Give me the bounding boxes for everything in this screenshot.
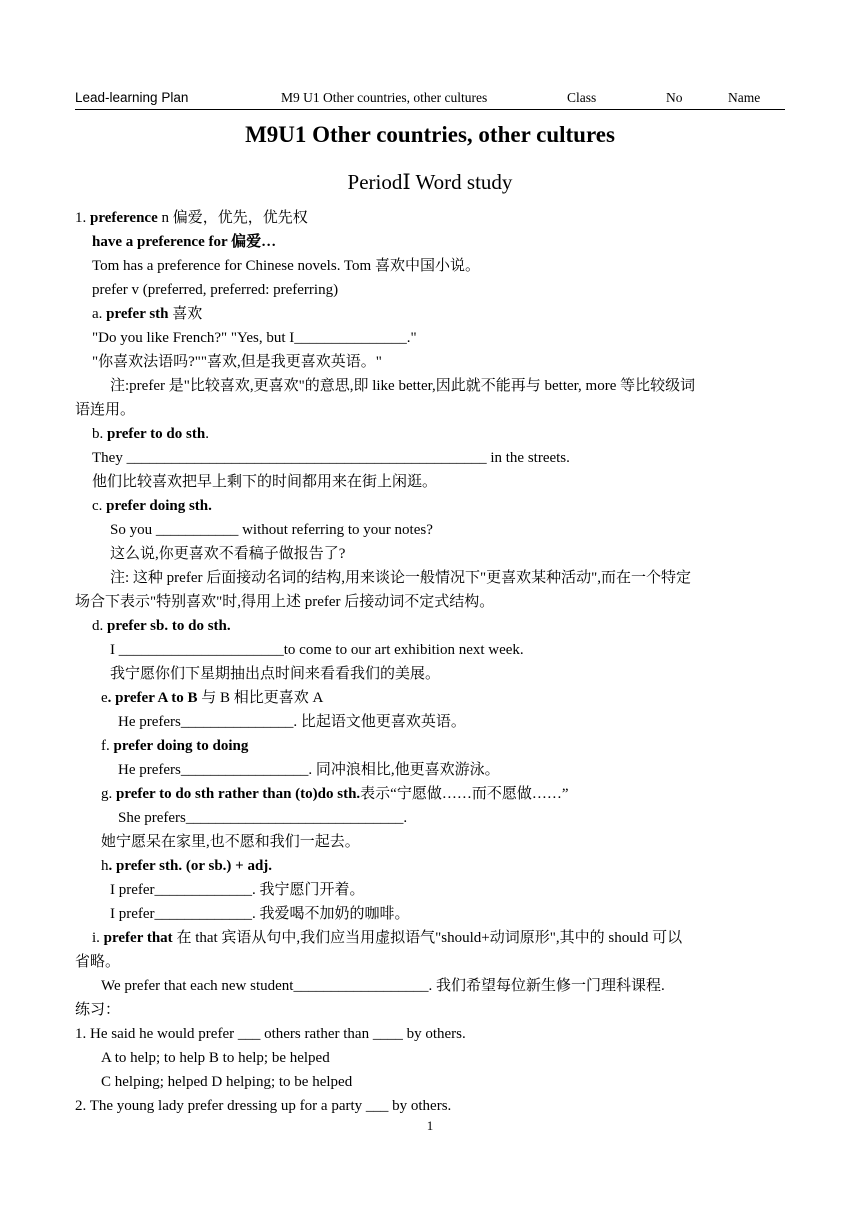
note-line: 注: 这种 prefer 后面接动名词的结构,用来谈论一般情况下"更喜欢某种活动",而在一个特定 [110, 570, 691, 586]
page-header [75, 89, 785, 110]
usage-pattern: prefer sth [106, 306, 169, 322]
usage-meaning: 表示“宁愿做……而不愿做……” [360, 786, 569, 802]
class-label: Class [567, 90, 597, 105]
usage-letter: d. [92, 618, 107, 634]
no-label: No [666, 90, 683, 105]
verb-forms-line: prefer v (preferred, preferred: preferring) [92, 282, 339, 298]
phrase-line: have a preference for 偏爱… [92, 234, 277, 250]
page-number: 1 [426, 1118, 434, 1133]
options-line: C helping; helped D helping; to be helped [101, 1074, 353, 1090]
question-2: 2. The young lady prefer dressing up for a party ___ by others. [75, 1098, 452, 1114]
exercise-line: We prefer that each new student__________________. 我们希望每位新生修一门理科课程. [101, 978, 665, 994]
usage-letter: e [101, 690, 108, 706]
entry-preference [75, 208, 308, 228]
usage-letter: c. [92, 498, 107, 514]
headword: preference [90, 210, 158, 226]
translation-line: 她宁愿呆在家里,也不愿和我们一起去。 [101, 834, 360, 850]
usage-h [101, 856, 272, 876]
translation-line: 他们比较喜欢把早上剩下的时间都用来在街上闲逛。 [92, 474, 438, 490]
exercise-line: I prefer_____________. 我爱喝不加奶的咖啡。 [110, 906, 410, 922]
usage-pattern: prefer to do sth [107, 426, 206, 442]
name-label: Name [728, 90, 761, 105]
note-line: 省略。 [75, 954, 121, 970]
practice-heading: 练习： [75, 1002, 121, 1018]
translation-line: 我宁愿你们下星期抽出点时间来看看我们的美展。 [110, 666, 441, 682]
usage-g [101, 784, 569, 804]
note-line: 场合下表示"特别喜欢"时,得用上述 prefer 后接动词不定式结构。 [75, 594, 495, 610]
usage-e [101, 688, 323, 708]
question-1: 1. He said he would prefer ___ others rather than ____ by others. [75, 1026, 466, 1042]
note-line: 注:prefer 是"比较喜欢,更喜欢"的意思,即 like better,因此就不能再与 better, more 等比较级词 [110, 378, 696, 394]
usage-pattern: prefer to do sth rather than (to)do sth. [116, 786, 361, 802]
example-line: Tom has a preference for Chinese novels. Tom 喜欢中国小说。 [92, 258, 480, 274]
usage-a [92, 304, 202, 324]
usage-letter: i. [92, 930, 104, 946]
page-subtitle: PeriodⅠ Word study [347, 170, 513, 194]
usage-i [92, 928, 682, 948]
usage-meaning: 在 that 宾语从句中,我们应当用虚拟语气"should+动词原形",其中的 should 可以 [172, 930, 683, 946]
exercise-line: I ______________________to come to our art exhibition next week. [110, 642, 524, 658]
exercise-line: She prefers_____________________________. [118, 810, 408, 826]
exercise-line: "Do you like French?" "Yes, but I_______________." [92, 330, 417, 346]
exercise-line: He prefers_________________. 同冲浪相比,他更喜欢游泳。 [118, 762, 500, 778]
translation-line: "你喜欢法语吗?""喜欢,但是我更喜欢英语。" [92, 354, 382, 370]
usage-pattern: prefer sb. to do sth. [107, 618, 231, 634]
usage-letter: f. [101, 738, 114, 754]
definition: n 偏爱，优先，优先权 [157, 210, 308, 226]
usage-letter: h [101, 858, 109, 874]
plan-label: Lead-learning Plan [75, 90, 189, 105]
note-line: 语连用。 [75, 402, 136, 418]
exercise-line: I prefer_____________. 我宁愿门开着。 [110, 882, 365, 898]
usage-d [92, 616, 231, 636]
translation-line: 这么说,你更喜欢不看稿子做报告了? [110, 546, 346, 562]
usage-pattern: prefer that [103, 930, 173, 946]
usage-punct: . [205, 426, 209, 442]
exercise-line: They ________________________________________________ in the streets. [92, 450, 570, 466]
usage-pattern: prefer doing sth. [106, 498, 212, 514]
usage-f [101, 736, 248, 756]
usage-b [92, 424, 209, 444]
options-line: A to help; to help B to help; be helped [101, 1050, 330, 1066]
exercise-line: He prefers_______________. 比起语文他更喜欢英语。 [118, 714, 466, 730]
usage-meaning: 与 B 相比更喜欢 A [197, 690, 324, 706]
usage-letter: g. [101, 786, 116, 802]
usage-pattern: . prefer A to B [107, 690, 198, 706]
usage-pattern: prefer doing to doing [113, 738, 249, 754]
topic-label: M9 U1 Other countries, other cultures [281, 90, 488, 105]
usage-letter: b. [92, 426, 107, 442]
page-title: M9U1 Other countries, other cultures [245, 122, 615, 147]
usage-c [92, 496, 212, 516]
usage-pattern: . prefer sth. (or sb.) + adj. [108, 858, 273, 874]
usage-meaning: 喜欢 [168, 306, 203, 322]
usage-letter: a. [92, 306, 107, 322]
exercise-line: So you ___________ without referring to your notes? [110, 522, 433, 538]
entry-number: 1. [75, 210, 90, 226]
